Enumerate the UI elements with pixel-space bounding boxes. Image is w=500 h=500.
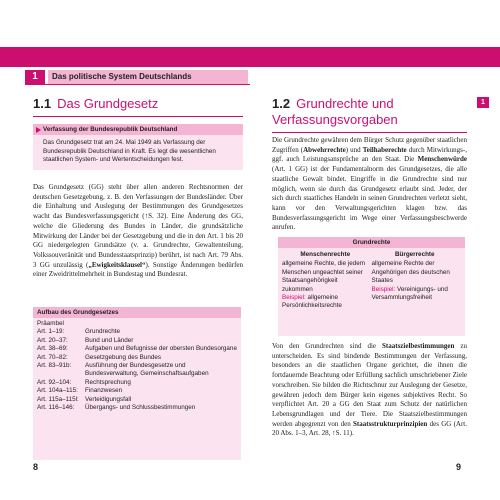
structure-description: Bund und Länder (85, 336, 134, 344)
triangle-icon (36, 127, 41, 133)
structure-article: Art. 92–104: (37, 378, 72, 386)
structure-article: Präambel (37, 320, 64, 327)
body-text: (Art. 1 GG) ist der Fundamentalnorm des Grundgesetzes, die alle staatliche Gewalt bindet. Eingriffe in die Grundrechte sind nur möglich, wenn sie durch das Grundgesetz erlaubt sind. Jeder, der sich durch staatliches Handeln in seinen Grundrechten verletzt sieht, kann vor den Verwaltungsgerichten klagen bzw. das Bundesverfassungsgericht im Wege einer Verfassungsbeschwerde anrufen. (272, 165, 467, 232)
structure-article: Art. 38–69: (37, 345, 68, 353)
body-bold: Staatsstrukturprinzipien (353, 419, 428, 428)
structure-description: Verteidigungsfall (85, 395, 132, 403)
body-text: ) und (345, 145, 363, 154)
body-text: des GG (Art. 20 Abs. 1–3, Art. 28, ↑S. 11). (272, 419, 467, 438)
structure-article: Art. 70–82: (37, 353, 68, 361)
body-text: Die Grundrechte gewähren dem Bürger Schutz gegenüber staatlichen Zugriffen ( (272, 136, 467, 154)
body-text: durch Mitwirkungs-, ggf. auch Leistungsansprüche an den Staat. Die (272, 145, 467, 164)
structure-article: Art. 115a–115l: (37, 395, 79, 403)
body-text: ). Sonstige Änderungen bedürfen einer Zweidrittelmehrheit in Bundestag und Bundesrat. (33, 260, 244, 279)
example-text: allgemeine Persönlichkeitsrechte (282, 294, 342, 310)
structure-row (37, 387, 237, 395)
body-bold: Teilhaberechte (362, 145, 407, 154)
section-heading-left (33, 96, 158, 112)
page-number-left: 8 (33, 462, 39, 472)
info-box-title (33, 124, 243, 135)
info-box (33, 124, 243, 170)
rights-column-citizen (372, 251, 462, 311)
column-text: allgemeine Rechte der Angehörigen des deutschen Staates (371, 260, 450, 285)
structure-row (37, 396, 237, 404)
structure-description: Aufgaben und Befugnisse der obersten Bundesorgane (85, 345, 237, 353)
rights-box (278, 237, 465, 336)
body-bold: Menschenwürde (417, 155, 467, 164)
chapter-rule (25, 84, 250, 85)
column-heading: Bürgerrechte (394, 251, 435, 258)
chapter-number: 1 (25, 70, 45, 84)
info-box-title-text: Verfassung der Bundesrepublik Deutschland (43, 126, 178, 133)
section-number: 1.1 (33, 96, 52, 111)
structure-description: Gesetzgebung des Bundes (85, 353, 161, 361)
info-box-text: Das Grundgesetz trat am 24. Mai 1949 als Verfassung der Bundesrepublik Deutschland in Kraft. Es legt die wesentlichen staatlichen System- und Wertentscheidungen fest. (43, 139, 216, 164)
structure-article: Art. 116–146: (37, 404, 75, 412)
structure-description: Übergangs- und Schlussbestimmungen (85, 404, 196, 412)
structure-row (37, 404, 237, 412)
chapter-title: Das politische System Deutschlands (48, 70, 248, 84)
body-text: zu unterscheiden. Es sind bindende Bestimmungen der Verfassung, besonders an die staatlichen Organe gerichtet, die ihnen die fortdauernde Beachtung oder Erfüllung sachlich umschriebener Ziele vorschreiben. Sie bilden die Richtschnur zur Auslegung der Gesetze, gewähren jedoch dem Bürger kein eigenes subjektives Recht. So verpflichtet Art. 20 a GG den Staat zum Schutz der natürlichen Lebensgrundlagen und der Tiere. Die Staatszielbestimmungen werden abgegrenzt von den (272, 342, 467, 428)
structure-description: Grundrechte (85, 328, 121, 336)
body-bold: Staatszielbestimmungen (382, 342, 455, 350)
section-heading-right (272, 96, 467, 128)
chapter-side-marker: 1 (477, 97, 489, 108)
structure-article: Art. 104a–115: (37, 387, 78, 395)
structure-article: Art. 20–37: (37, 336, 68, 344)
example-text: Vereinigungs- und Versammlungsfreiheit (371, 285, 448, 302)
heading-rule-left (33, 116, 243, 117)
structure-row (37, 379, 237, 387)
top-color-band (0, 47, 500, 67)
column-heading: Menschenrechte (300, 251, 351, 258)
structure-row (37, 328, 237, 336)
example-label: Beispiel: (282, 294, 306, 302)
structure-list (33, 318, 241, 414)
example-label: Beispiel: (371, 285, 396, 293)
column-example (282, 294, 369, 311)
structure-row (37, 320, 237, 328)
structure-row (37, 337, 237, 345)
structure-description: Finanzwesen (85, 387, 123, 395)
column-example (372, 286, 459, 303)
rights-box-title: Grundrechte (278, 237, 465, 248)
structure-box-title: Aufbau des Grundgesetzes (33, 307, 241, 318)
rights-columns (278, 248, 465, 314)
section-number: 1.2 (272, 96, 291, 111)
structure-row (37, 354, 237, 362)
body-text: Das Grundgesetz (GG) steht über allen anderen Rechtsnormen der deutschen Gesetzgebung, z. B. den Verfassungen der Bundesländer. Über die Einhaltung und Auslegung der Bestimmungen des Grundgesetzes wacht das Bundesverfassungsgericht (↑S. 32). Eine Änderung des GG, welche die Gliederung des Bundes in Länder, die grundsätzliche Mitwirkung der Länder bei der Gesetzgebung und die in den Art. 1 bis 20 GG niedergelegten Grundsätze (v. a. Grundrechte, Gewaltenteilung, Volkssouveränität und Bundesstaatsprinzip) berührt, ist nach Art. 79 Abs. 3 GG unzulässig ( (33, 183, 243, 269)
structure-row (37, 345, 237, 353)
page-number-right: 9 (456, 462, 462, 472)
rights-column-human (282, 251, 372, 311)
body-paragraph-right-2 (272, 342, 467, 439)
heading-rule-right (272, 132, 467, 133)
structure-description (85, 320, 237, 328)
body-bold: „Ewigkeitsklausel“ (88, 260, 146, 269)
column-text: allgemeine Rechte, die jedem Menschen ungeachtet seiner Staatsangehörigkeit zukommen (282, 260, 365, 293)
structure-row (37, 362, 237, 379)
structure-description: Ausführung der Bundesgesetze und Bundesverwaltung, Gemeinschaftsaufgaben (85, 362, 209, 378)
structure-article: Art. 1–19: (37, 328, 65, 336)
body-text: Von den Grundrechten sind die (272, 342, 383, 350)
section-title: Grundrechte und Verfassungsvorgaben (272, 96, 398, 127)
structure-box (33, 307, 241, 460)
body-paragraph-left (33, 183, 243, 280)
structure-description: Rechtsprechung (85, 378, 131, 386)
section-title: Das Grundgesetz (57, 96, 159, 111)
structure-article: Art. 83–91b: (37, 362, 72, 370)
body-bold: Abwehrrechte (303, 145, 346, 154)
body-paragraph-right-1 (272, 136, 467, 233)
